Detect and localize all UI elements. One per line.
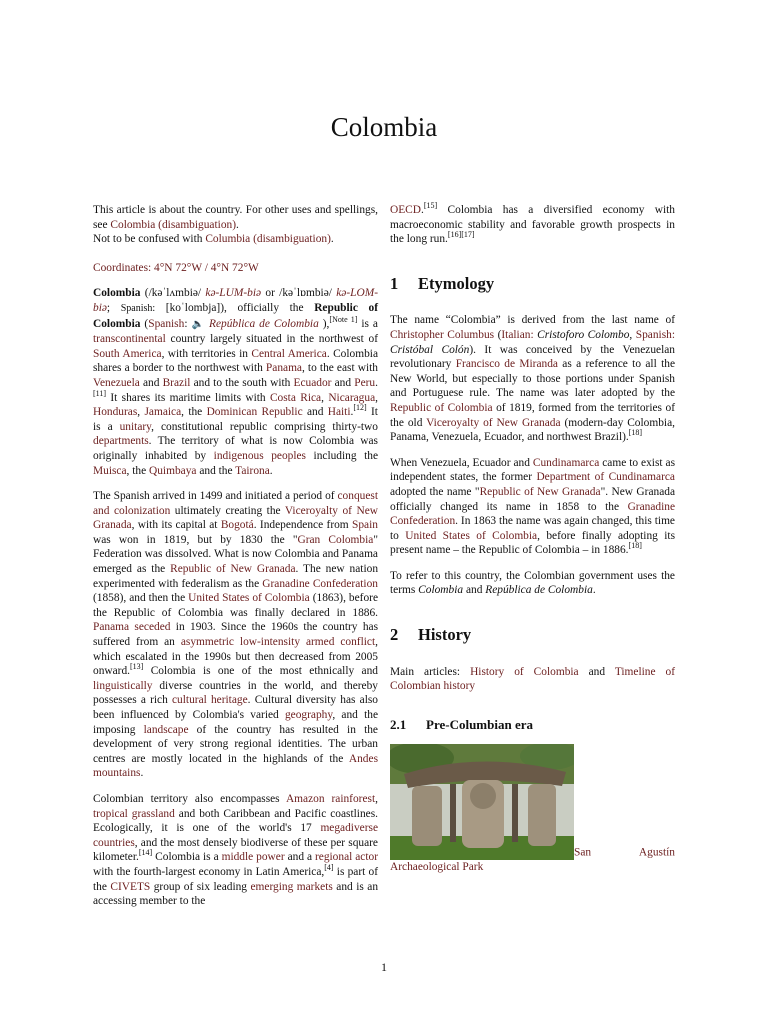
lead-paragraph-1: Colombia (/kəˈlʌmbiə/ kə-LUM-biə or /kəˈlɒmbiə/ kə-LOM-biə; Spanish: [koˈlombja]), officially the Republic of Colombia (Spanish: 🔈 República de Colombia ),[Note 1] is a transcontinental country largely situated in the northwest of South America, with territories in Central America. Colombia shares a border to the northwest with Panama, to the east with Venezuela and Brazil and to the south with Ecuador and Peru.[11] It shares its maritime limits with Costa Rica, Nicaragua, Honduras, Jamaica, the Dominican Republic and Haiti.[12] It is a unitary, constitutional republic comprising thirty-two departments. The territory of what is now Colombia was originally inhabited by indigenous peoples including the Muisca, the Quimbaya and the Tairona. bbox=[93, 287, 379, 477]
page-title: Colombia bbox=[330, 112, 438, 142]
link-honduras[interactable]: Honduras bbox=[93, 406, 138, 419]
citation-ref[interactable]: [13] bbox=[130, 662, 144, 672]
link-united-states-colombia[interactable]: United States of Colombia bbox=[188, 592, 310, 605]
etymology-paragraph-2: When Venezuela, Ecuador and Cundinamarca came to exist as independent states, the former Department of Cundinamarca adopted the name "Republic of New Granada". New Granada officially changed its name in 1858 to the Granadine Confederation. In 1863 the name was again changed, this time to United States of Colombia, before finally adopting its present name – the Republic of Colombia – in 1886.[18] bbox=[390, 456, 676, 557]
link-oecd[interactable]: OECD bbox=[390, 204, 422, 216]
link-brazil[interactable]: Brazil bbox=[162, 376, 191, 389]
link-republic-of-colombia[interactable]: Republic of Colombia bbox=[390, 401, 493, 414]
link-dominican-republic[interactable]: Dominican Republic bbox=[206, 406, 303, 419]
link-spain[interactable]: Spain bbox=[352, 519, 378, 532]
main-articles-note: Main articles: History of Colombia and Timeline of Colombian history bbox=[390, 665, 675, 693]
figure bbox=[390, 744, 675, 875]
etymology-paragraph-3: To refer to this country, the Colombian government uses the terms Colombia and República de Colombia. bbox=[390, 569, 675, 597]
speaker-icon[interactable]: 🔈 bbox=[191, 318, 206, 330]
link-francisco-de-miranda[interactable]: Francisco de Miranda bbox=[455, 358, 558, 371]
link-cundinamarca[interactable]: Cundinamarca bbox=[532, 456, 600, 469]
citation-ref[interactable]: [14] bbox=[138, 848, 153, 858]
link-timeline-colombian-history[interactable]: Timeline of Colombian history bbox=[390, 665, 675, 693]
link-ecuador[interactable]: Ecuador bbox=[293, 376, 332, 389]
left-column bbox=[93, 203, 378, 920]
citation-ref[interactable]: [11] bbox=[93, 388, 107, 398]
link-transcontinental[interactable]: transcontinental bbox=[93, 333, 166, 346]
link-conquest[interactable]: conquest and colonization bbox=[93, 490, 378, 517]
link-department-cundinamarca[interactable]: Department of Cundinamarca bbox=[536, 471, 675, 484]
link-linguistically[interactable]: linguistically bbox=[93, 679, 153, 692]
etymology-paragraph-1: The name “Colombia” is derived from the last name of Christopher Columbus (Italian: Cristoforo Colombo, Spanish: Cristóbal Colón). It was conceived by the Venezuelan revolutionary Francisco de Miranda as a reference to all the New World, but especially to those portions under Spanish and Portuguese rule. The name was later adopted by the Republic of Colombia of 1819, formed from the territories of the old Viceroyalty of New Granada (modern-day Colombia, Panama, Venezuela, Ecuador, and northwest Brazil).[18] bbox=[390, 314, 675, 444]
link-departments[interactable]: departments bbox=[93, 435, 149, 448]
spanish-link[interactable]: Spanish bbox=[148, 317, 185, 330]
page-number: 1 bbox=[381, 960, 387, 974]
link-landscape[interactable]: landscape bbox=[143, 723, 189, 736]
citation-ref[interactable]: [4] bbox=[324, 863, 334, 873]
link-gran-colombia[interactable]: Gran Colombia bbox=[297, 533, 374, 546]
link-civets[interactable]: CIVETS bbox=[110, 880, 151, 893]
link-cultural-heritage[interactable]: cultural heritage bbox=[172, 694, 248, 707]
link-quimbaya[interactable]: Quimbaya bbox=[149, 464, 197, 477]
lead-paragraph-3: Colombian territory also encompasses Amazon rainforest, tropical grassland and both Caribbean and Pacific coastlines. Ecologically, it is one of the world's 17 megadiverse countries, and the most densely biodiverse of these per square kilometer.[14] Colombia is a middle power and a regional actor with the fourth-largest economy in Latin America,[4] is part of the CIVETS group of six leading emerging markets and is an accessing member to the bbox=[93, 792, 379, 908]
citation-ref[interactable]: [18] bbox=[628, 428, 643, 438]
link-christopher-columbus[interactable]: Christopher Columbus bbox=[390, 328, 495, 341]
link-history-of-colombia[interactable]: History of Colombia bbox=[470, 665, 579, 678]
citation-ref[interactable]: [12] bbox=[353, 403, 367, 413]
disambiguation-link[interactable]: Colombia (disambiguation) bbox=[110, 218, 237, 231]
hatnote-text-2: Not to be confused with bbox=[93, 233, 206, 246]
hatnote: This article is about the country. For other uses and spellings, see Colombia (disambiguation). Not to be confused with Columbia (disambiguation). bbox=[93, 204, 378, 246]
pronunciation-link[interactable]: kə-LUM-biə bbox=[205, 287, 262, 300]
lead-paragraph-2: The Spanish arrived in 1499 and initiated a period of conquest and colonization ultimately creating the Viceroyalty of New Granada, with its capital at Bogotá. Independence from Spain was won in 1819, but by 1830 the "Gran Colombia" Federation was dissolved. What is now Colombia and Panama emerged as the Republic of New Granada. The new nation experimented with federalism as the Granadine Confederation (1858), and then the United States of Colombia (1863), before the Republic of Colombia was finally declared in 1886. Panama seceded in 1903. Since the 1960s the country has suffered from an asymmetric low-intensity armed conflict, which escalated in the 1990s but then decreased from 2005 onward.[13] Colombia is one of the most ethnically and linguistically diverse countries in the world, and thereby possesses a rich cultural heritage. Cultural diversity has also been influenced by Colombia's varied geography, and the imposing landscape of the country has resulted in the development of very strong regional identities. The urban centres are mostly located in the highlands of the Andes mountains. bbox=[93, 490, 379, 780]
link-emerging-markets[interactable]: emerging markets bbox=[250, 880, 333, 893]
subsection-heading-pre-columbian: 2.1 Pre-Columbian era bbox=[390, 716, 533, 732]
link-viceroyalty[interactable]: Viceroyalty of New Granada bbox=[93, 504, 378, 532]
link-jamaica[interactable]: Jamaica bbox=[144, 406, 182, 419]
link-armed-conflict[interactable]: asymmetric low-intensity armed conflict bbox=[180, 636, 376, 649]
link-muisca[interactable]: Muisca bbox=[93, 464, 127, 477]
link-italian[interactable]: Italian bbox=[501, 328, 531, 341]
link-granadine-confederation[interactable]: Granadine Confederation bbox=[262, 577, 378, 590]
pronunciation-link-2[interactable]: kə-LOM-biə bbox=[93, 287, 378, 314]
link-republic-new-granada-2[interactable]: Republic of New Granada bbox=[479, 485, 601, 498]
coordinates-link[interactable]: Coordinates: 4°N 72°W / 4°N 72°W bbox=[93, 261, 259, 274]
link-united-states-colombia-2[interactable]: United States of Colombia bbox=[405, 529, 538, 542]
lead-paragraph-3-continued: OECD.[15] Colombia has a diversified economy with macroeconomic stability and favorable growth prospects in the long run.[16][17] bbox=[390, 201, 675, 246]
link-haiti[interactable]: Haiti bbox=[327, 406, 351, 419]
link-bogota[interactable]: Bogotá bbox=[220, 519, 254, 532]
link-geography[interactable]: geography bbox=[284, 709, 333, 721]
link-regional-actor[interactable]: regional actor bbox=[314, 851, 378, 864]
link-tropical-grassland[interactable]: tropical grassland bbox=[93, 807, 175, 820]
link-peru[interactable]: Peru bbox=[354, 376, 376, 389]
right-column bbox=[390, 203, 675, 875]
hatnote-text: This article is about the country. For other uses and spellings, see bbox=[93, 204, 378, 231]
audio-link[interactable]: República de Colombia bbox=[205, 317, 319, 330]
san-agustin-photo[interactable] bbox=[390, 744, 574, 860]
link-unitary[interactable]: unitary bbox=[119, 420, 152, 433]
link-viceroyalty-new-granada[interactable]: Viceroyalty of New Granada bbox=[426, 416, 561, 429]
link-costa-rica[interactable]: Costa Rica bbox=[269, 391, 322, 404]
section-heading-etymology: 1 Etymology bbox=[390, 273, 495, 293]
citation-ref[interactable]: [18] bbox=[628, 541, 642, 551]
link-amazon-rainforest[interactable]: Amazon rainforest bbox=[285, 792, 376, 805]
link-venezuela[interactable]: Venezuela bbox=[93, 376, 140, 389]
link-nicaragua[interactable]: Nicaragua bbox=[328, 391, 376, 404]
figure-caption-link[interactable]: San Agustín Archaeological Park bbox=[390, 846, 675, 874]
link-tairona[interactable]: Tairona bbox=[235, 464, 270, 477]
link-andes[interactable]: Andes mountains bbox=[93, 752, 378, 780]
columbia-disambiguation-link[interactable]: Columbia (disambiguation) bbox=[205, 233, 331, 246]
note-ref[interactable]: [Note 1] bbox=[329, 314, 358, 324]
link-megadiverse[interactable]: megadiverse countries bbox=[93, 822, 378, 849]
section-heading-history: 2 History bbox=[390, 625, 472, 645]
link-panama-seceded[interactable]: Panama seceded bbox=[93, 621, 171, 634]
citation-ref[interactable]: [16][17] bbox=[447, 230, 475, 240]
link-republic-new-granada[interactable]: Republic of New Granada bbox=[170, 563, 296, 576]
link-south-america[interactable]: South America bbox=[93, 347, 162, 360]
link-middle-power[interactable]: middle power bbox=[221, 851, 285, 864]
link-spanish[interactable]: Spanish bbox=[635, 328, 672, 341]
link-granadine-confederation-2[interactable]: Granadine Confederation bbox=[390, 500, 675, 528]
citation-ref[interactable]: [15] bbox=[423, 201, 438, 211]
link-indigenous-peoples[interactable]: indigenous peoples bbox=[213, 449, 306, 462]
link-central-america[interactable]: Central America bbox=[251, 347, 327, 360]
link-panama[interactable]: Panama bbox=[265, 362, 302, 375]
